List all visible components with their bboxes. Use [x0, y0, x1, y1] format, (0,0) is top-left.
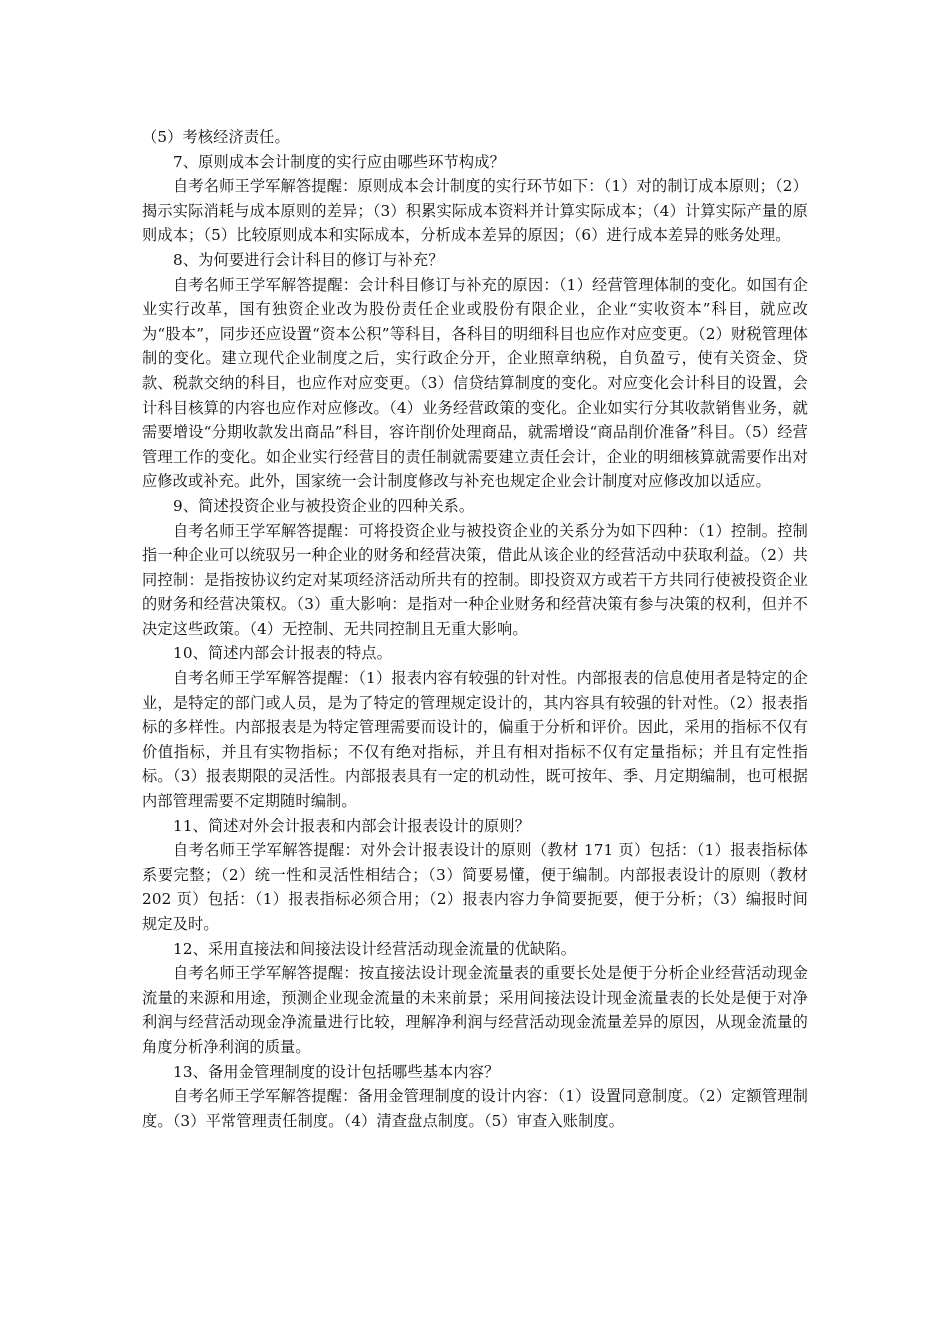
question-9: 9、简述投资企业与被投资企业的四种关系。	[173, 496, 475, 515]
question-8: 8、为何要进行会计科目的修订与补充？	[173, 250, 444, 269]
question-11: 11、简述对外会计报表和内部会计报表设计的原则？	[173, 816, 531, 835]
answer-7: 自考名师王学军解答提醒：原则成本会计制度的实行环节如下：（1）对的制订成本原则；（2）揭示实际消耗与成本原则的差异；（3）积累实际成本资料并计算实际成本；（4）计算实际产量的原则成本；（5）比较原则成本和实际成本，分析成本差异的原因；（6）进行成本差异的账务处理。	[142, 177, 808, 245]
question-10: 10、简述内部会计报表的特点。	[173, 644, 393, 663]
answer-8: 自考名师王学军解答提醒：会计科目修订与补充的原因：（1）经营管理体制的变化。如国有企业实行改革，国有独资企业改为股份责任企业或股份有限企业，企业“实收资本”科目，就应改为“股本”，同步还应设置“资本公积”等科目，各科目的明细科目也应作对应变更。（2）财税管理体制的变化。建立现代企业制度之后，实行政企分开，企业照章纳税，自负盈亏，使有关资金、贷款、税款交纳的科目，也应作对应变更。（3）信贷结算制度的变化。对应变化会计科目的设置，会计科目核算的内容也应作对应修改。（4）业务经营政策的变化。企业如实行分其收款销售业务，就需要增设“分期收款发出商品”科目，容许削价处理商品，就需增设“商品削价准备”科目。（5）经营管理工作的变化。如企业实行经营目的责任制就需要建立责任会计，企业的明细核算就需要作出对应修改或补充。此外，国家统一会计制度修改与补充也规定企业会计制度对应修改加以适应。	[142, 275, 808, 491]
list-item-final: （5）考核经济责任。	[142, 128, 290, 146]
answer-9: 自考名师王学军解答提醒：可将投资企业与被投资企业的关系分为如下四种：（1）控制。控制指一种企业可以统驭另一种企业的财务和经营决策，借此从该企业的经营活动中获取利益。（2）共同控制：是指按协议约定对某项经济活动所共有的控制。即投资双方或若干方共同行使被投资企业的财务和经营决策权。（3）重大影响：是指对一种企业财务和经营决策有参与决策的权利，但并不决定这些政策。（4）无控制、无共同控制且无重大影响。	[142, 521, 808, 638]
question-13: 13、备用金管理制度的设计包括哪些基本内容？	[173, 1062, 500, 1081]
question-12: 12、采用直接法和间接法设计经营活动现金流量的优缺陷。	[173, 939, 577, 958]
answer-10: 自考名师王学军解答提醒：（1）报表内容有较强的针对性。内部报表的信息使用者是特定的企业，是特定的部门或人员，是为了特定的管理规定设计的，其内容具有较强的针对性。（2）报表指标的多样性。内部报表是为特定管理需要而设计的，偏重于分析和评价。因此，采用的指标不仅有价值指标，并且有实物指标；不仅有绝对指标，并且有相对指标不仅有定量指标；并且有定性指标。（3）报表期限的灵活性。内部报表具有一定的机动性，既可按年、季、月定期编制，也可根据内部管理需要不定期随时编制。	[142, 669, 808, 811]
question-7: 7、原则成本会计制度的实行应由哪些环节构成？	[173, 152, 505, 171]
answer-11: 自考名师王学军解答提醒：对外会计报表设计的原则（教材 171 页）包括：（1）报表指标体系要完整；（2）统一性和灵活性相结合；（3）简要易懂，便于编制。内部报表设计的原则（教材 202 页）包括：（1）报表指标必须合用；（2）报表内容力争简要扼要，便于分析；（3）编报时间规定及时。	[142, 841, 808, 933]
answer-13: 自考名师王学军解答提醒：备用金管理制度的设计内容：（1）设置同意制度。（2）定额管理制度。（3）平常管理责任制度。（4）清查盘点制度。（5）审查入账制度。	[142, 1087, 808, 1130]
document-body	[142, 125, 808, 1133]
answer-12: 自考名师王学军解答提醒：按直接法设计现金流量表的重要长处是便于分析企业经营活动现金流量的来源和用途，预测企业现金流量的未来前景；采用间接法设计现金流量表的长处是便于对净利润与经营活动现金净流量进行比较，理解净利润与经营活动现金流量差异的原因，从现金流量的角度分析净利润的质量。	[142, 964, 808, 1056]
